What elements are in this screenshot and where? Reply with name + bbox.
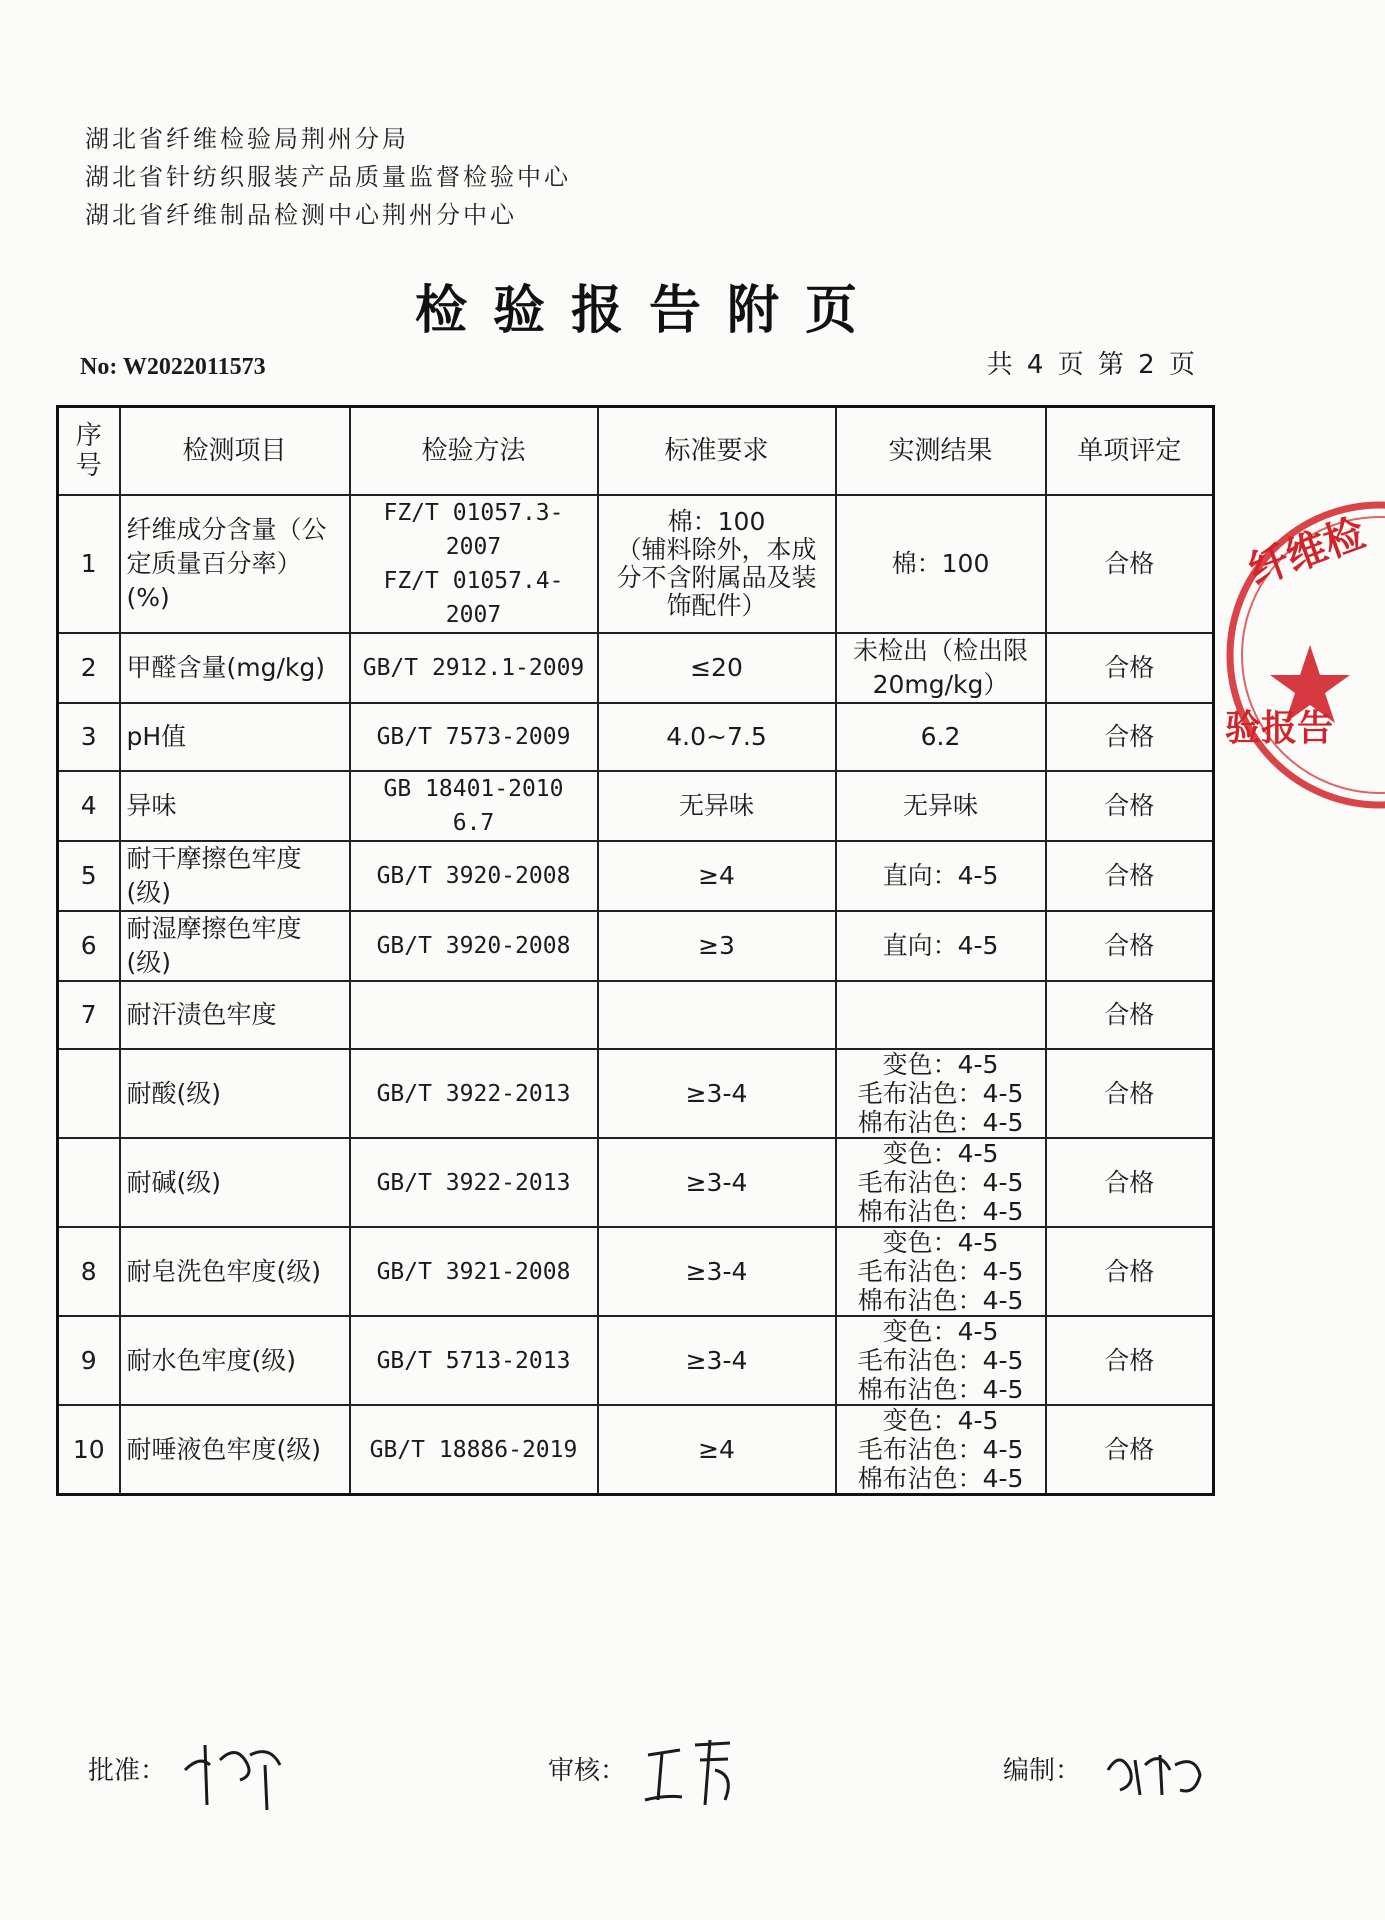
test-item: 耐干摩擦色牢度(级) [120, 841, 350, 911]
test-item: 异味 [120, 771, 350, 841]
row-number: 2 [58, 633, 120, 703]
measured-result: 变色：4-5 毛布沾色：4-5 棉布沾色：4-5 [836, 1227, 1046, 1316]
row-number: 9 [58, 1316, 120, 1405]
test-method: GB/T 2912.1-2009 [350, 633, 598, 703]
row-number: 3 [58, 703, 120, 771]
row-number: 10 [58, 1405, 120, 1495]
column-header: 检验方法 [350, 407, 598, 496]
measured-result: 6.2 [836, 703, 1046, 771]
table-row [58, 981, 1214, 1049]
test-method: GB/T 3921-2008 [350, 1227, 598, 1316]
standard-requirement: ≥3 [598, 911, 836, 981]
review-signature [640, 1715, 750, 1815]
test-item: 耐湿摩擦色牢度(级) [120, 911, 350, 981]
column-header-no: 序 号 [75, 421, 102, 481]
column-header [58, 407, 120, 496]
issuing-organizations [85, 120, 571, 234]
report-number: No: W2022011573 [80, 354, 266, 380]
item-verdict: 合格 [1046, 1227, 1214, 1316]
standard-requirement: ≥3-4 [598, 1138, 836, 1227]
measured-result: 变色：4-5 毛布沾色：4-5 棉布沾色：4-5 [836, 1049, 1046, 1138]
item-verdict: 合格 [1046, 911, 1214, 981]
table-row [58, 1138, 1214, 1227]
measured-result: 直向：4-5 [836, 911, 1046, 981]
table-row [58, 1316, 1214, 1405]
table-header-row [58, 407, 1214, 496]
page-title: 检验报告附页 [414, 280, 883, 341]
column-header: 检测项目 [120, 407, 350, 496]
item-verdict: 合格 [1046, 981, 1214, 1049]
column-header: 单项评定 [1046, 407, 1214, 496]
test-method: GB/T 7573-2009 [350, 703, 598, 771]
measured-result: 无异味 [836, 771, 1046, 841]
table-body [58, 495, 1214, 1495]
inspection-results-table [56, 405, 1215, 1496]
item-verdict: 合格 [1046, 1405, 1214, 1495]
measured-result: 变色：4-5 毛布沾色：4-5 棉布沾色：4-5 [836, 1405, 1046, 1495]
item-verdict: 合格 [1046, 1316, 1214, 1405]
standard-requirement: ≤20 [598, 633, 836, 703]
row-number [58, 1049, 120, 1138]
standard-requirement: ≥4 [598, 1405, 836, 1495]
test-item: pH值 [120, 703, 350, 771]
table-row [58, 841, 1214, 911]
test-item: 耐皂洗色牢度(级) [120, 1227, 350, 1316]
test-method: GB/T 3922-2013 [350, 1138, 598, 1227]
page-count: 共 4 页 第 2 页 [986, 350, 1198, 380]
column-header: 标准要求 [598, 407, 836, 496]
standard-requirement: ≥3-4 [598, 1049, 836, 1138]
test-method [350, 981, 598, 1049]
signature-block [0, 1735, 1298, 1835]
item-verdict: 合格 [1046, 1049, 1214, 1138]
row-number: 4 [58, 771, 120, 841]
test-method: GB/T 18886-2019 [350, 1405, 598, 1495]
org-line: 湖北省纤维检验局荆州分局 [85, 125, 409, 153]
item-verdict: 合格 [1046, 771, 1214, 841]
svg-text:纤维检: 纤维检 [1242, 510, 1372, 595]
standard-requirement: 无异味 [598, 771, 836, 841]
approve-signature [175, 1715, 295, 1815]
table-row [58, 703, 1214, 771]
item-verdict: 合格 [1046, 633, 1214, 703]
test-method: GB/T 3920-2008 [350, 841, 598, 911]
table-row [58, 1405, 1214, 1495]
test-method: GB 18401-2010 6.7 [350, 771, 598, 841]
table-row [58, 771, 1214, 841]
table-row [58, 1227, 1214, 1316]
test-item: 耐唾液色牢度(级) [120, 1405, 350, 1495]
test-method: GB/T 5713-2013 [350, 1316, 598, 1405]
test-method: GB/T 3922-2013 [350, 1049, 598, 1138]
row-number: 6 [58, 911, 120, 981]
standard-requirement: ≥3-4 [598, 1227, 836, 1316]
measured-result: 未检出（检出限 20mg/kg） [836, 633, 1046, 703]
item-verdict: 合格 [1046, 495, 1214, 633]
table-row [58, 495, 1214, 633]
standard-requirement: 4.0~7.5 [598, 703, 836, 771]
item-verdict: 合格 [1046, 841, 1214, 911]
measured-result: 棉：100 [836, 495, 1046, 633]
standard-requirement: 棉：100 （辅料除外，本成分不含附属品及装饰配件） [598, 495, 836, 633]
test-item: 甲醛含量(mg/kg) [120, 633, 350, 703]
table-row [58, 911, 1214, 981]
test-method: GB/T 3920-2008 [350, 911, 598, 981]
item-verdict: 合格 [1046, 1138, 1214, 1227]
compile-signature [1100, 1715, 1210, 1815]
test-item: 纤维成分含量（公定质量百分率）(%) [120, 495, 350, 633]
org-line: 湖北省纤维制品检测中心荆州分中心 [85, 201, 517, 229]
measured-result: 变色：4-5 毛布沾色：4-5 棉布沾色：4-5 [836, 1138, 1046, 1227]
svg-text:验报告: 验报告 [1225, 708, 1334, 749]
approve-label: 批准： [88, 1756, 167, 1786]
item-verdict: 合格 [1046, 703, 1214, 771]
column-header: 实测结果 [836, 407, 1046, 496]
row-number: 5 [58, 841, 120, 911]
review-label: 审核： [548, 1756, 627, 1786]
row-number [58, 1138, 120, 1227]
measured-result: 直向：4-5 [836, 841, 1046, 911]
standard-requirement: ≥4 [598, 841, 836, 911]
org-line: 湖北省针纺织服装产品质量监督检验中心 [85, 163, 571, 191]
row-number: 8 [58, 1227, 120, 1316]
table-row [58, 1049, 1214, 1138]
test-item: 耐酸(级) [120, 1049, 350, 1138]
row-number: 1 [58, 495, 120, 633]
test-method: FZ/T 01057.3-2007 FZ/T 01057.4-2007 [350, 495, 598, 633]
official-red-stamp [1215, 490, 1385, 820]
test-item: 耐水色牢度(级) [120, 1316, 350, 1405]
standard-requirement [598, 981, 836, 1049]
standard-requirement: ≥3-4 [598, 1316, 836, 1405]
compile-label: 编制： [1003, 1756, 1082, 1786]
test-item: 耐碱(级) [120, 1138, 350, 1227]
measured-result: 变色：4-5 毛布沾色：4-5 棉布沾色：4-5 [836, 1316, 1046, 1405]
test-item: 耐汗渍色牢度 [120, 981, 350, 1049]
table-row [58, 633, 1214, 703]
measured-result [836, 981, 1046, 1049]
row-number: 7 [58, 981, 120, 1049]
